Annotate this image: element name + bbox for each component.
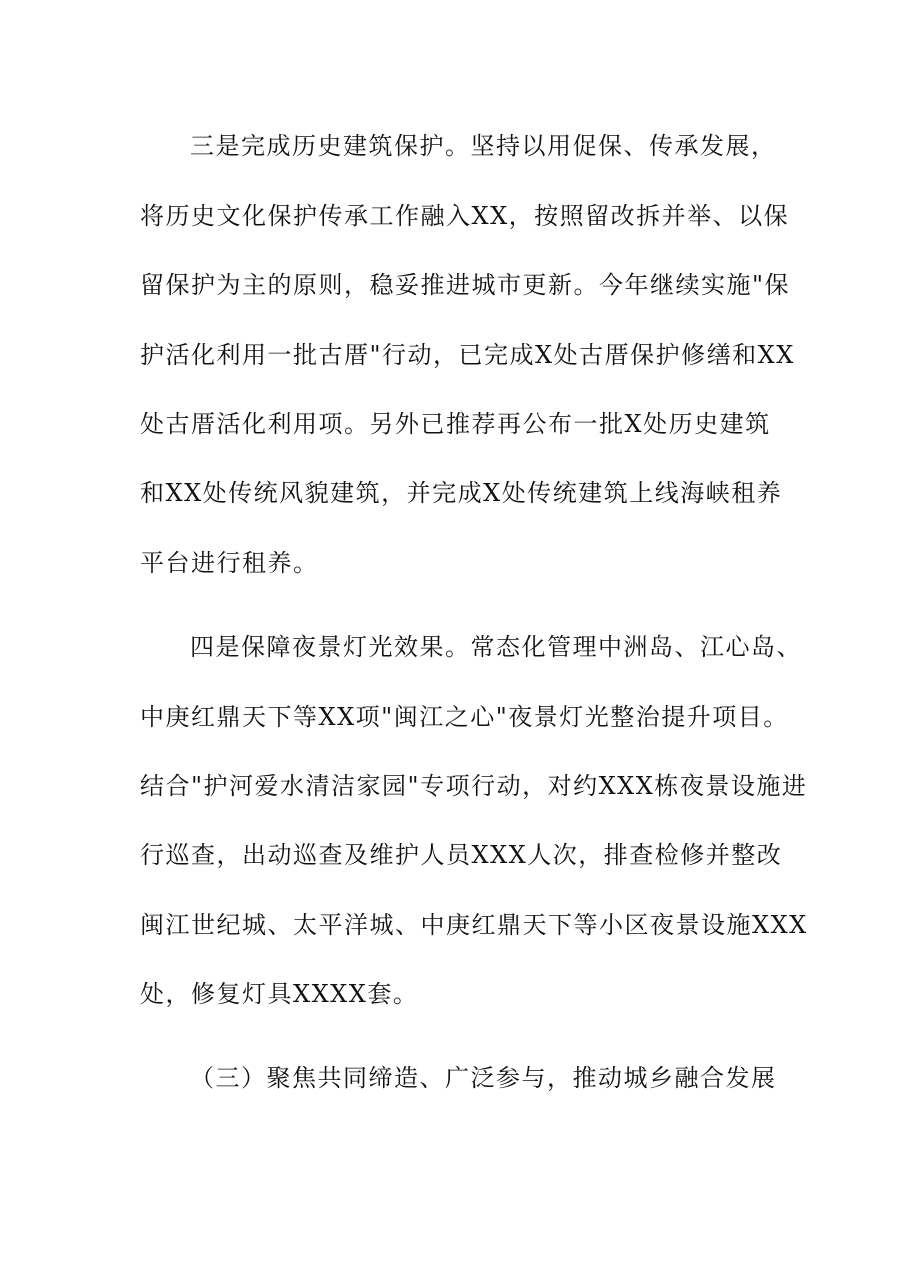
- paragraph-3-line-4: 护活化利用一批古厝"行动，已完成X处古厝保护修缮和XX: [140, 341, 795, 369]
- paragraph-4-line-5: 闽江世纪城、太平洋城、中庚红鼎天下等小区夜景设施XXX: [140, 911, 808, 939]
- paragraph-4-line-2: 中庚红鼎天下等XX项"闽江之心"夜景灯光整治提升项目。: [140, 703, 789, 731]
- section-heading: （三）聚焦共同缔造、广泛参与，推动城乡融合发展: [190, 1064, 777, 1092]
- paragraph-3-line-1: 三是完成历史建筑保护。坚持以用促保、传承发展，: [190, 132, 777, 160]
- paragraph-4-line-6: 处，修复灯具XXXX套。: [140, 980, 419, 1008]
- paragraph-3-line-6: 和XX处传统风貌建筑，并完成X处传统建筑上线海峡租养: [140, 479, 783, 507]
- paragraph-4-line-4: 行巡查，出动巡查及维护人员XXX人次，排查检修并整改: [140, 841, 783, 869]
- paragraph-3-line-2: 将历史文化保护传承工作融入XX，按照留改拆并举、以保: [140, 202, 790, 230]
- paragraph-3-line-7: 平台进行租养。: [140, 549, 319, 577]
- paragraph-3-line-3: 留保护为主的原则，稳妥推进城市更新。今年继续实施"保: [140, 271, 791, 299]
- paragraph-4-line-3: 结合"护河爱水清洁家园"专项行动，对约XXX栋夜景设施进: [140, 772, 808, 800]
- paragraph-3-line-5: 处古厝活化利用项。另外已推荐再公布一批X处历史建筑: [140, 410, 771, 438]
- paragraph-4-line-1: 四是保障夜景灯光效果。常态化管理中洲岛、江心岛、: [190, 633, 802, 661]
